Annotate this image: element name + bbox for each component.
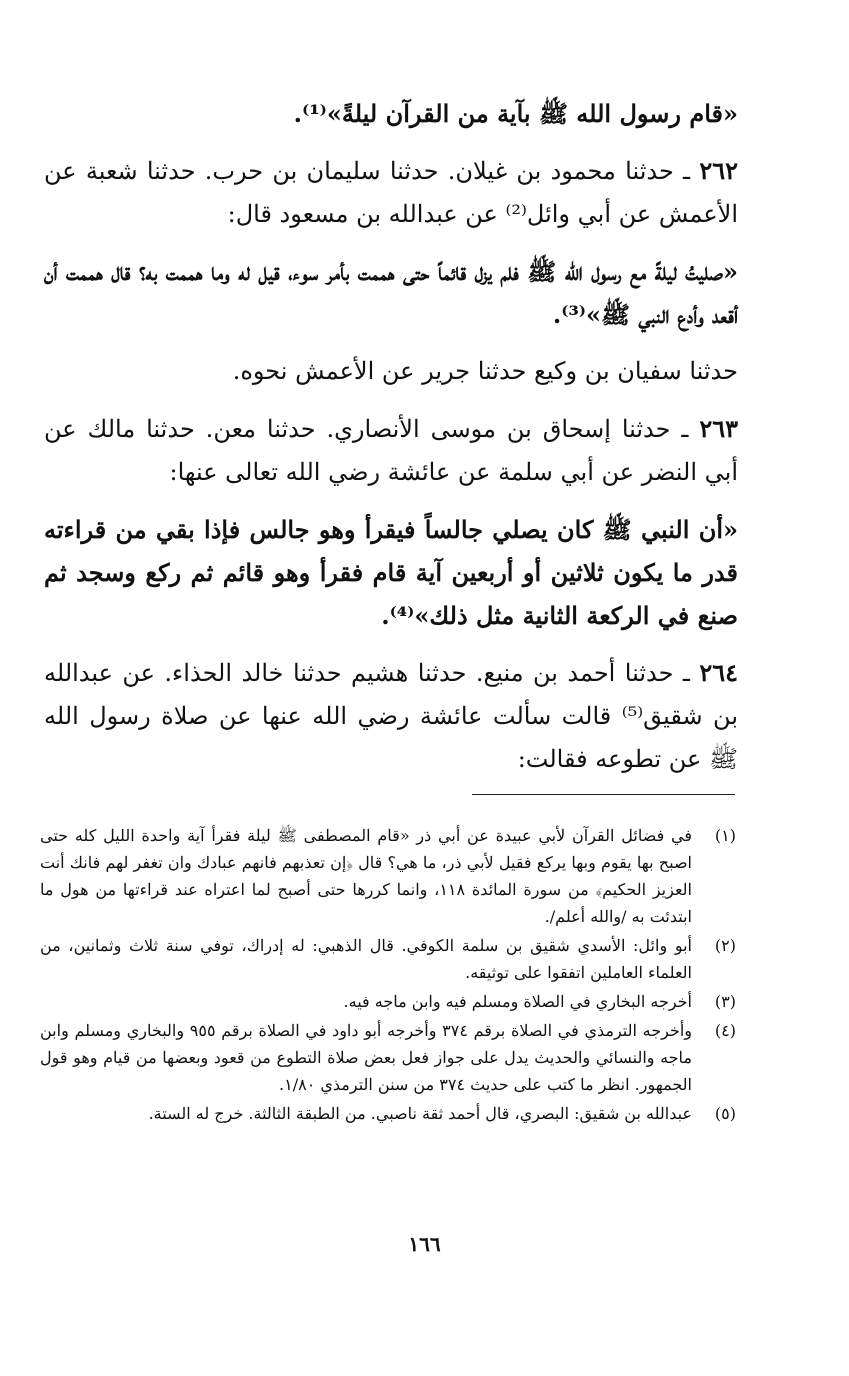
footnote-text: أبو وائل: الأسدي شقيق بن سلمة الكوفي. قال الذهبي: له إدراك، توفي سنة ثلاث وثمانين، من العلماء العاملين اتفقوا على توثيقه.	[40, 936, 692, 982]
hadith-text-2: «صليتُ ليلةً مع رسول الله ﷺ فلم يزل قائماً حتى هممت بأمر سوء، قيل له وما هممت به؟ قال هممت أن أقعد وأدع النبي ﷺ»⁽³⁾.	[44, 257, 738, 329]
hadith-text-3: «أن النبي ﷺ كان يصلي جالساً فيقرأ وهو جالس فإذا بقي من قراءته قدر ما يكون ثلاثين أو أربعين آية قام فقرأ وهو قائم ثم ركع وسجد ثم صنع في الركعة الثانية مثل ذلك»⁽⁴⁾.	[44, 515, 738, 630]
footnote-text: وأخرجه الترمذي في الصلاة برقم ٣٧٤ وأخرجه أبو داود في الصلاة برقم ٩٥٥ والبخاري ومسلم وابن ماجه والنسائي والحديث يدل على جواز فعل بعض صلاة التطوع من قعود وبعضها من قيام وهو قول الجمهور. انظر ما كتب على حديث ٣٧٤ من سنن الترمذي ١/٨٠.	[40, 1021, 693, 1094]
footnote-divider	[472, 794, 735, 795]
footnotes	[40, 822, 736, 1129]
footnote	[40, 1100, 736, 1127]
footnote	[40, 1017, 736, 1098]
isnad-text: ـ حدثنا إسحاق بن موسى الأنصاري. حدثنا معن. حدثنا مالك عن أبي النضر عن أبي سلمة عن عائشة رضي الله تعالى عنها:	[44, 415, 738, 486]
isnad-text: ـ حدثنا أحمد بن منيع. حدثنا هشيم حدثنا خالد الحذاء. عن عبدالله بن شقيق⁽⁵⁾ قالت سألت عائشة رضي الله عنها عن صلاة رسول الله ﷺ عن تطوعه فقالت:	[44, 659, 738, 773]
footnote	[40, 988, 736, 1015]
footnote-number: (٣)	[714, 992, 736, 1011]
footnote-text: في فضائل القرآن لأبي عبيدة عن أبي ذر «قام المصطفى ﷺ ليلة فقرأ آية واحدة الليل كله حتى اصبح بها يقوم وبها يركع فقيل لأبي ذر، ما هي؟ قال ﴿إن تعذبهم فانهم عبادك وان تغفر لهم فانك أنت العزيز الحكيم﴾ من سورة المائدة ١١٨، وانما كررها حتى أصبح لما اعتراه عند قراءتها من هول ما ابتدئت به /والله أعلم/.	[40, 826, 692, 926]
footnote-number: (٤)	[714, 1021, 736, 1040]
footnote	[40, 822, 736, 930]
hadith-263	[44, 407, 738, 494]
footnote-number: (٢)	[714, 936, 736, 955]
footnote-number: (١)	[714, 826, 736, 845]
hadith-number: ٢٦٣	[699, 414, 738, 443]
hadith-264	[44, 651, 738, 781]
hadith-262	[44, 149, 738, 236]
isnad-line: حدثنا سفيان بن وكيع حدثنا جرير عن الأعمش نحوه.	[232, 357, 738, 385]
footnote	[40, 932, 736, 986]
page-number: ١٦٦	[408, 1232, 441, 1256]
footnote-text: عبدالله بن شقيق: البصري، قال أحمد ثقة ناصبي. من الطبقة الثالثة. خرج له الستة.	[148, 1104, 692, 1123]
main-text	[44, 92, 738, 795]
hadith-text-1: «قام رسول الله ﷺ بآية من القرآن ليلةً»⁽¹⁾.	[293, 99, 738, 128]
hadith-number: ٢٦٢	[699, 156, 738, 185]
footnote-text: أخرجه البخاري في الصلاة ومسلم فيه وابن ماجه فيه.	[343, 992, 692, 1011]
hadith-number: ٢٦٤	[699, 658, 738, 687]
footnote-number: (٥)	[714, 1104, 736, 1123]
isnad-text: ـ حدثنا محمود بن غيلان. حدثنا سليمان بن حرب. حدثنا شعبة عن الأعمش عن أبي وائل⁽²⁾ عن عبدالله بن مسعود قال:	[44, 157, 738, 228]
